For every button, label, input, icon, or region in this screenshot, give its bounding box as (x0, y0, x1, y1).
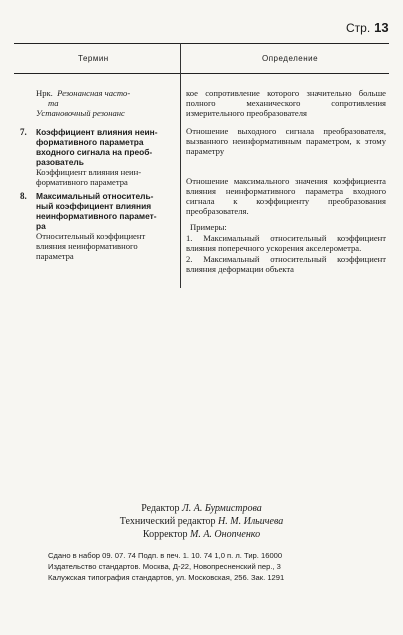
column-header-definition: Определение (262, 54, 319, 63)
table-top-rule (14, 43, 389, 44)
term-line: неинформативного парамет- (36, 211, 157, 221)
example-1: 1. Максимальный относительный коэффициент влияния поперечного ускорения акселерометра. (186, 233, 386, 253)
term-line: входного сигнала на преоб- (36, 147, 153, 157)
page-label: Стр. (346, 21, 371, 35)
term-number: 8. (20, 191, 27, 201)
term-line: ный коэффициент влияния (36, 201, 152, 211)
example-2: 2. Максимальный относительный коэффициент влияния деформации объекта (186, 254, 386, 274)
term-line: ра (36, 221, 46, 231)
definition-continuation: кое сопротивление которого значительно больше полного механического сопротивления измерительного преобразователя (186, 88, 386, 118)
corrector-label: Корректор (142, 529, 188, 540)
abbr-label: Нрк. (36, 88, 53, 98)
term-entry-8 (20, 191, 180, 261)
term-line: формативного параметра (36, 177, 128, 187)
editor-name: Л. А. Бурмистрова (181, 503, 262, 514)
tech-editor-line (0, 515, 403, 528)
tech-editor-name: Н. М. Ильичева (218, 516, 284, 527)
tech-editor-label: Технический редактор (119, 516, 216, 527)
term-line: Относительный коэффициент (36, 231, 146, 241)
term-line: Коэффициент влияния неин- (36, 167, 142, 177)
term-entry-7 (20, 127, 180, 187)
term-line: Коэффициент влияния неин- (36, 127, 158, 137)
imprint-line-publisher: Издательство стандартов. Москва, Д-22, Новопресненский пер., 3 (48, 562, 281, 571)
definition-7: Отношение выходного сигнала преобразователя, вызванного неинформативным параметром, к этому параметру (186, 126, 386, 156)
term-line: разователь (36, 157, 84, 167)
term-entry-abbr (20, 88, 180, 118)
editor-line (0, 502, 403, 515)
term-line: та (48, 98, 59, 108)
credits-block (0, 502, 403, 541)
editor-label: Редактор (141, 503, 180, 514)
term-line: Максимальный относитель- (36, 191, 154, 201)
corrector-name: М. А. Онопченко (189, 529, 261, 540)
imprint-line-print-dates: Сдано в набор 09. 07. 74 Подп. в печ. 1. 10. 74 1,0 п. л. Тир. 16000 (48, 551, 283, 560)
examples-label: Примеры: (190, 222, 227, 232)
term-line (36, 88, 180, 98)
term-line: параметра (36, 251, 74, 261)
page-number (346, 20, 389, 35)
page-number-value: 13 (374, 20, 389, 35)
term-number: 7. (20, 127, 27, 137)
term-line: влияния неинформативного (36, 241, 138, 251)
imprint-line-printer: Калужская типография стандартов, ул. Московская, 256. Зак. 1291 (48, 573, 285, 582)
header-bottom-rule (14, 73, 389, 74)
definition-8: Отношение максимального значения коэффициента влияния неинформативного параметра входного сигнала к коэффициенту преобразования преобразователя. (186, 176, 386, 216)
imprint-block (48, 550, 378, 583)
terms-column (20, 88, 180, 263)
term-line: формативного параметра (36, 137, 144, 147)
term-line: Установочный резонанс (36, 108, 125, 118)
column-header-term: Термин (78, 54, 109, 63)
abbr-term: Резонансная часто- (57, 88, 131, 98)
definitions-column (186, 88, 386, 280)
terms-table (14, 43, 389, 288)
corrector-line (0, 528, 403, 541)
column-divider (180, 43, 181, 288)
